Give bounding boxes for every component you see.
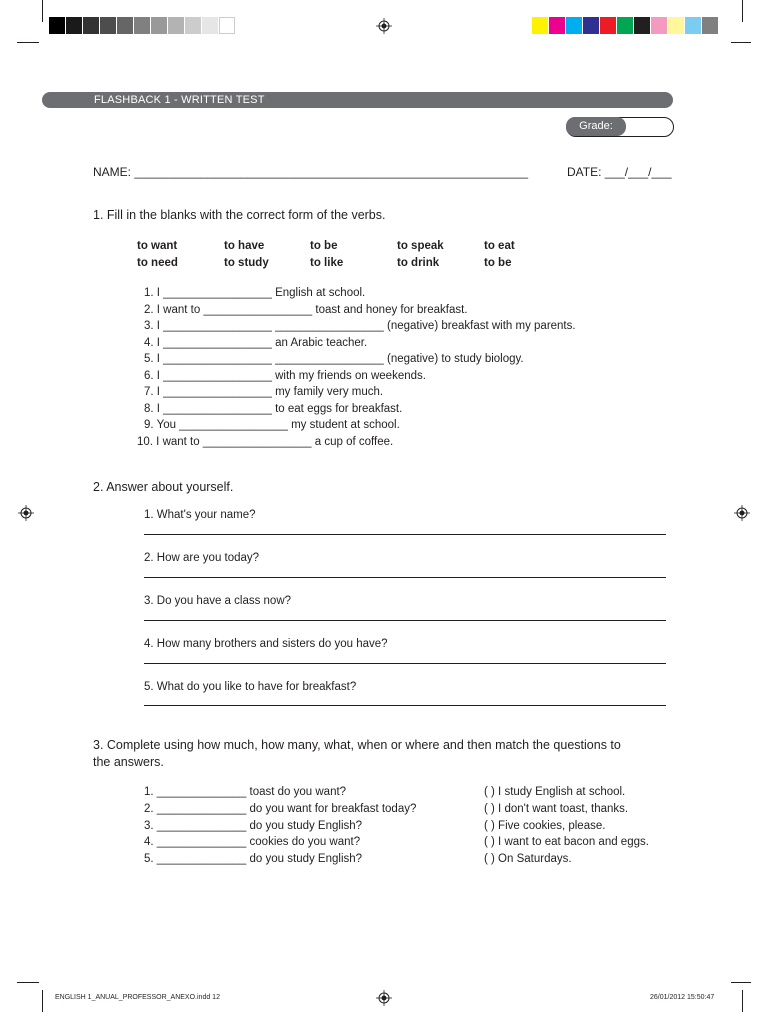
question-prompt: 4. How many brothers and sisters do you have? xyxy=(144,638,388,650)
color-swatch xyxy=(600,17,616,34)
color-swatch xyxy=(219,17,235,34)
fill-in-item[interactable]: 2. I want to _________________ toast and honey for breakfast. xyxy=(144,304,468,316)
color-swatch xyxy=(117,17,133,34)
color-swatch xyxy=(634,17,650,34)
section-3-heading: 3. Complete using how much, how many, what, when or where and then match the questions to xyxy=(93,738,621,752)
fill-in-item[interactable]: 3. I _________________ _________________ (negative) breakfast with my parents. xyxy=(144,320,576,332)
question-prompt: 2. How are you today? xyxy=(144,552,260,564)
footer-timestamp: 26/01/2012 15:50:47 xyxy=(650,994,715,1001)
crop-mark xyxy=(731,982,751,983)
fill-in-item[interactable]: 4. I _________________ an Arabic teacher. xyxy=(144,337,368,349)
question-prompt: 3. Do you have a class now? xyxy=(144,595,292,607)
name-field[interactable]: NAME: ___________________________________________________________ xyxy=(93,165,529,179)
verb-option: to eat xyxy=(484,240,515,252)
answer-line[interactable] xyxy=(144,705,666,706)
verb-option: to speak xyxy=(397,240,444,252)
color-swatch xyxy=(49,17,65,34)
question-prompt: 5. What do you like to have for breakfast? xyxy=(144,681,357,693)
registration-mark-icon xyxy=(734,505,750,521)
question-prompt: 1. What's your name? xyxy=(144,509,256,521)
verb-option: to study xyxy=(224,257,269,269)
date-field[interactable]: DATE: ___/___/___ xyxy=(567,165,672,179)
answer-line[interactable] xyxy=(144,663,666,664)
color-swatch xyxy=(185,17,201,34)
color-swatch xyxy=(134,17,150,34)
registration-mark-icon xyxy=(376,18,392,34)
title-bar xyxy=(42,92,673,108)
section-1-heading: 1. Fill in the blanks with the correct form of the verbs. xyxy=(93,208,386,222)
color-swatch xyxy=(617,17,633,34)
color-swatch xyxy=(583,17,599,34)
color-swatch xyxy=(66,17,82,34)
page-title: FLASHBACK 1 - WRITTEN TEST xyxy=(94,94,265,106)
match-answer-item[interactable]: ( ) I want to eat bacon and eggs. xyxy=(484,836,649,848)
answer-line[interactable] xyxy=(144,577,666,578)
fill-in-item[interactable]: 10. I want to _________________ a cup of coffee. xyxy=(137,436,394,448)
registration-mark-icon xyxy=(18,505,34,521)
answer-line[interactable] xyxy=(144,620,666,621)
fill-in-item[interactable]: 5. I _________________ _________________ (negative) to study biology. xyxy=(144,353,524,365)
verb-option: to have xyxy=(224,240,265,252)
color-swatch xyxy=(549,17,565,34)
answer-line[interactable] xyxy=(144,534,666,535)
verb-option: to drink xyxy=(397,257,440,269)
color-swatch xyxy=(685,17,701,34)
color-swatch xyxy=(202,17,218,34)
crop-mark xyxy=(42,0,43,22)
fill-in-item[interactable]: 8. I _________________ to eat eggs for breakfast. xyxy=(144,403,403,415)
color-swatch xyxy=(100,17,116,34)
color-swatch xyxy=(668,17,684,34)
crop-mark xyxy=(17,982,39,983)
section-3-heading-cont: the answers. xyxy=(93,755,164,769)
grade-label: Grade: xyxy=(566,117,626,136)
match-answer-item[interactable]: ( ) I study English at school. xyxy=(484,786,626,798)
color-swatch xyxy=(566,17,582,34)
section-2-heading: 2. Answer about yourself. xyxy=(93,480,234,494)
verb-option: to like xyxy=(310,257,344,269)
match-answer-item[interactable]: ( ) I don't want toast, thanks. xyxy=(484,803,629,815)
fill-in-item[interactable]: 9. You _________________ my student at school. xyxy=(144,419,400,431)
color-swatch xyxy=(532,17,548,34)
complete-item[interactable]: 5. ______________ do you study English? xyxy=(144,853,363,865)
fill-in-item[interactable]: 1. I _________________ English at school. xyxy=(144,287,366,299)
fill-in-item[interactable]: 6. I _________________ with my friends on weekends. xyxy=(144,370,426,382)
verb-option: to be xyxy=(484,257,512,269)
verb-option: to be xyxy=(310,240,338,252)
crop-mark xyxy=(731,42,751,43)
match-answer-item[interactable]: ( ) Five cookies, please. xyxy=(484,820,606,832)
color-swatch xyxy=(651,17,667,34)
color-swatch xyxy=(83,17,99,34)
color-swatch xyxy=(702,17,718,34)
match-answer-item[interactable]: ( ) On Saturdays. xyxy=(484,853,572,865)
verb-option: to need xyxy=(137,257,178,269)
crop-mark xyxy=(42,990,43,1012)
complete-item[interactable]: 3. ______________ do you study English? xyxy=(144,820,363,832)
fill-in-item[interactable]: 7. I _________________ my family very much. xyxy=(144,386,384,398)
crop-mark xyxy=(742,990,743,1012)
registration-mark-icon xyxy=(376,990,392,1006)
grade-box[interactable] xyxy=(566,117,674,137)
crop-mark xyxy=(17,42,39,43)
crop-mark xyxy=(742,0,743,22)
color-swatch xyxy=(168,17,184,34)
complete-item[interactable]: 1. ______________ toast do you want? xyxy=(144,786,347,798)
complete-item[interactable]: 4. ______________ cookies do you want? xyxy=(144,836,361,848)
verb-option: to want xyxy=(137,240,178,252)
color-swatch xyxy=(151,17,167,34)
footer-file-info: ENGLISH 1_ANUAL_PROFESSOR_ANEXO.indd 12 xyxy=(55,994,220,1001)
complete-item[interactable]: 2. ______________ do you want for breakfast today? xyxy=(144,803,417,815)
